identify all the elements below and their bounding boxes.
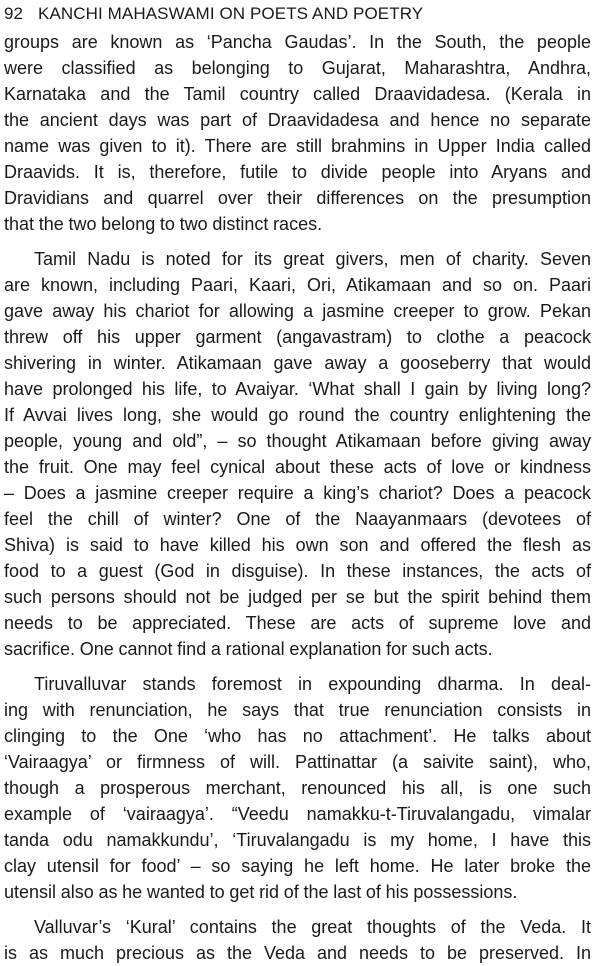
text-line: gave away his chariot for allowing a jasmine creeper to grow. Pekan xyxy=(4,301,591,321)
text-line: – Does a jasmine creeper require a king’s chariot? Does a peacock xyxy=(4,483,591,503)
text-line: Tiruvalluvar stands foremost in expounding dharma. In deal- xyxy=(34,674,591,694)
text-line: have prolonged his life, to Avaiyar. ‘What shall I gain by living long? xyxy=(4,379,591,399)
text-line: groups are known as ‘Pancha Gaudas’. In the South, the people xyxy=(4,32,591,52)
text-line: people, young and old”, – so thought Atikamaan before giving away xyxy=(4,431,591,451)
page-number: 92 xyxy=(4,4,23,23)
text-line: are known, including Paari, Kaari, Ori, Atikamaan and so on. Paari xyxy=(4,275,591,295)
paragraph-4 xyxy=(4,914,591,966)
text-line: shivering in winter. Atikamaan gave away a gooseberry that would xyxy=(4,353,591,373)
text-line: needs to be appreciated. These are acts of supreme love and xyxy=(4,613,591,633)
text-line: Dravidians and quarrel over their differences on the presumption xyxy=(4,188,591,208)
text-line: Valluvar’s ‘Kural’ contains the great thoughts of the Veda. It xyxy=(34,917,591,937)
text-line: clinging to the One ‘who has no attachment’. He talks about xyxy=(4,726,591,746)
text-line: tanda odu namakkundu’, ‘Tiruvalangadu is my home, I have this xyxy=(4,830,591,850)
text-line: Draavids. It is, therefore, futile to divide people into Aryans and xyxy=(4,162,591,182)
paragraph-1 xyxy=(4,29,591,237)
text-line: the fruit. One may feel cynical about these acts of love or kindness xyxy=(4,457,591,477)
text-line: food to a guest (God in disguise). In these instances, the acts of xyxy=(4,561,591,581)
text-line: such persons should not be judged per se but the spirit behind them xyxy=(4,587,591,607)
running-header xyxy=(4,3,591,29)
text-line: name was given to it). There are still brahmins in Upper India called xyxy=(4,136,591,156)
text-line: ‘Vairaagya’ or firmness of will. Pattinattar (a saivite saint), who, xyxy=(4,752,591,772)
text-line: If Avvai lives long, she would go round the country enlightening the xyxy=(4,405,591,425)
text-line: example of ‘vairaagya’. “Veedu namakku-t-Tiruvalangadu, vimalar xyxy=(4,804,591,824)
text-line: clay utensil for food’ – so saying he left home. He later broke the xyxy=(4,856,591,876)
text-line: threw off his upper garment (angavastram) to clothe a peacock xyxy=(4,327,591,347)
text-line: though a prosperous merchant, renounced his all, is one such xyxy=(4,778,591,798)
text-line: were classified as belonging to Gujarat, Maharashtra, Andhra, xyxy=(4,58,591,78)
text-line: Karnataka and the Tamil country called Draavidadesa. (Kerala in xyxy=(4,84,591,104)
text-line: Tamil Nadu is noted for its great givers, men of charity. Seven xyxy=(34,249,591,269)
text-line: that the two belong to two distinct races. xyxy=(4,214,323,234)
text-line: the ancient days was part of Draavidadesa and hence no separate xyxy=(4,110,591,130)
text-line: ing with renunciation, he says that true renunciation consists in xyxy=(4,700,591,720)
paragraph-3 xyxy=(4,671,591,905)
paragraph-2 xyxy=(4,246,591,662)
text-line: sacrifice. One cannot find a rational explanation for such acts. xyxy=(4,639,493,659)
running-title: KANCHI MAHASWAMI ON POETS AND POETRY xyxy=(38,4,424,23)
text-line: feel the chill of winter? One of the Naayanmaars (devotees of xyxy=(4,509,591,529)
text-line: utensil also as he wanted to get rid of the last of his possessions. xyxy=(4,882,518,902)
text-line: Shiva) is said to have killed his own son and offered the flesh as xyxy=(4,535,591,555)
text-line: is as much precious as the Veda and needs to be preserved. In xyxy=(4,943,591,963)
